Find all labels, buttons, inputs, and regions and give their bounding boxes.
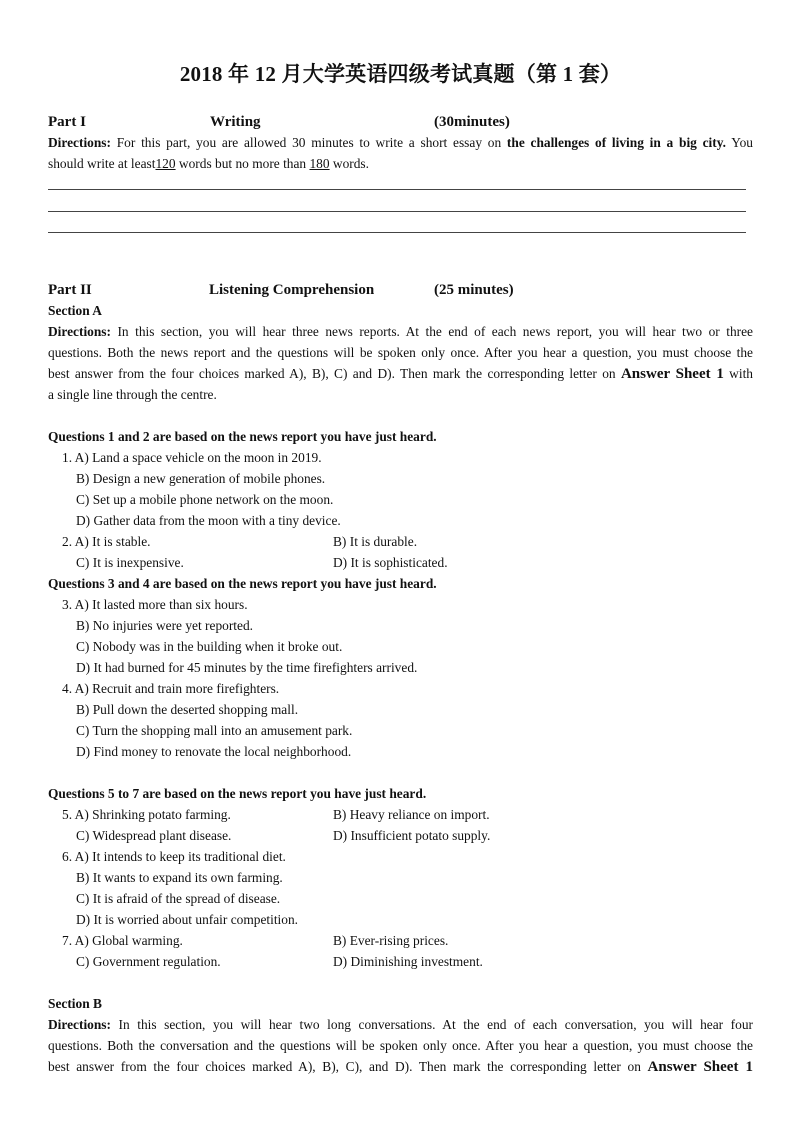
question-5-option-b: B) Heavy reliance on import. [333,807,490,822]
section-a-directions-line3: best answer from the four choices marked A), B), C) and D). Then mark the corresponding letter on Answer Sheet 1 with [48,366,753,382]
part2-label: Part II [48,282,92,298]
question-6-option-b: B) It wants to expand its own farming. [76,870,283,885]
part1-directions-line2: should write at least120 words but no more than 180 words. [48,156,369,171]
question-2-option-a: 2. A) It is stable. [62,534,151,549]
question-4-option-d: D) Find money to renovate the local neighborhood. [76,744,352,759]
question-3-option-b: B) No injuries were yet reported. [76,618,253,633]
question-6-option-c: C) It is afraid of the spread of disease. [76,891,281,906]
section-b-directions-line2: questions. Both the conversation and the questions will be spoken only once. After you hear a question, you must choose the [48,1038,753,1053]
question-group-heading: Questions 5 to 7 are based on the news report you have just heard. [48,786,427,801]
essay-topic: the challenges of living in a big city. [506,135,727,150]
part1-header [48,114,753,134]
part1-label: Part I [48,114,86,130]
question-3-option-c: C) Nobody was in the building when it broke out. [76,639,343,654]
question-group-heading: Questions 1 and 2 are based on the news report you have just heard. [48,429,437,444]
question-1-option-c: C) Set up a mobile phone network on the moon. [76,492,334,507]
page-title: 2018 年 12 月大学英语四级考试真题（第 1 套） [179,62,622,86]
section-a-label: Section A [48,303,102,318]
section-a-directions-line2: questions. Both the news report and the questions will be spoken only once. After you hear a question, you must choose the [48,345,753,360]
question-3-option-a: 3. A) It lasted more than six hours. [62,597,248,612]
writing-line [48,211,746,212]
question-5-option-d: D) Insufficient potato supply. [333,828,491,843]
writing-line [48,232,746,233]
section-a-directions-line4: a single line through the centre. [48,387,217,402]
writing-line [48,189,746,190]
answer-sheet-ref: Answer Sheet 1 [647,1059,753,1075]
section-b-label: Section B [48,996,102,1011]
question-2-option-b: B) It is durable. [333,534,418,549]
question-2-option-d: D) It is sophisticated. [333,555,448,570]
question-5-option-a: 5. A) Shrinking potato farming. [62,807,231,822]
question-4-option-a: 4. A) Recruit and train more firefighters. [62,681,280,696]
question-4-option-c: C) Turn the shopping mall into an amusement park. [76,723,353,738]
max-words: 180 [309,156,330,171]
question-5-option-c: C) Widespread plant disease. [76,828,232,843]
question-7-option-b: B) Ever-rising prices. [333,933,449,948]
question-group-heading: Questions 3 and 4 are based on the news report you have just heard. [48,576,437,591]
part2-time: (25 minutes) [434,282,514,298]
section-b-directions-line3: best answer from the four choices marked A), B), C), and D). Then mark the corresponding letter on Answer Sheet 1 [48,1059,753,1075]
part2-name: Listening Comprehension [209,282,375,298]
section-b-directions-line1: Directions: In this section, you will hear two long conversations. At the end of each conversation, you will hear four [48,1017,753,1032]
directions-label: Directions: [48,135,111,150]
question-1-option-b: B) Design a new generation of mobile phones. [76,471,326,486]
question-2-option-c: C) It is inexpensive. [76,555,184,570]
question-7-option-c: C) Government regulation. [76,954,221,969]
question-6-option-d: D) It is worried about unfair competition. [76,912,299,927]
question-7-option-a: 7. A) Global warming. [62,933,183,948]
question-4-option-b: B) Pull down the deserted shopping mall. [76,702,299,717]
question-1-option-d: D) Gather data from the moon with a tiny device. [76,513,341,528]
min-words: 120 [155,156,176,171]
question-6-option-a: 6. A) It intends to keep its traditional diet. [62,849,286,864]
question-7-option-d: D) Diminishing investment. [333,954,483,969]
section-a-directions-line1: Directions: In this section, you will hear three news reports. At the end of each news report, you will hear two or three [48,324,753,339]
part1-time: (30minutes) [434,114,510,130]
part2-header [48,282,753,302]
answer-sheet-ref: Answer Sheet 1 [620,366,724,382]
part1-directions-line1: Directions: For this part, you are allowed 30 minutes to write a short essay on the challenges of living in a big city. You [48,135,753,150]
part1-name: Writing [210,114,261,130]
question-3-option-d: D) It had burned for 45 minutes by the time firefighters arrived. [76,660,418,675]
directions-label: Directions: [48,324,111,339]
directions-label: Directions: [48,1017,111,1032]
question-1-option-a: 1. A) Land a space vehicle on the moon in 2019. [62,450,322,465]
